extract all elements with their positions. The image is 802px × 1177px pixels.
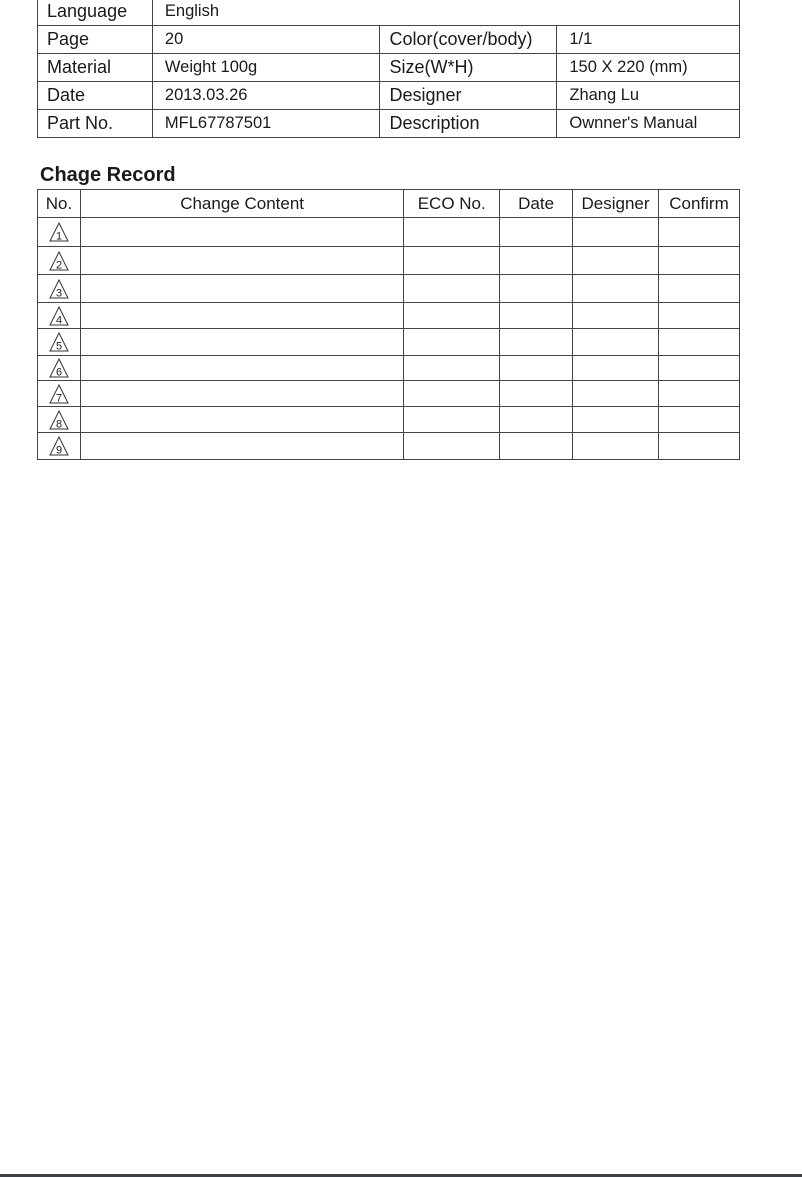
table-row [38, 26, 740, 54]
empty-cell [659, 303, 740, 329]
partno-label: Part No. [38, 110, 153, 138]
revision-triangle-icon [49, 251, 69, 271]
date-label: Date [38, 82, 153, 110]
material-value: Weight 100g [152, 54, 380, 82]
description-value: Ownner's Manual [557, 110, 740, 138]
header-change-content: Change Content [80, 190, 403, 218]
change-record-title: Chage Record [40, 164, 176, 186]
table-row [38, 247, 740, 275]
designer-label: Designer [380, 82, 557, 110]
empty-cell [573, 407, 659, 433]
page-value: 20 [152, 26, 380, 54]
empty-cell [659, 329, 740, 356]
empty-cell [659, 433, 740, 460]
revision-cell [38, 329, 81, 356]
table-row [38, 303, 740, 329]
empty-cell [404, 303, 500, 329]
revision-triangle-icon [49, 306, 69, 326]
revision-number: 1 [55, 230, 63, 242]
revision-number: 6 [55, 366, 63, 378]
table-row [38, 356, 740, 381]
revision-cell [38, 433, 81, 460]
size-label: Size(W*H) [380, 54, 557, 82]
revision-cell [38, 407, 81, 433]
empty-cell [404, 275, 500, 303]
color-label: Color(cover/body) [380, 26, 557, 54]
empty-cell [500, 381, 573, 407]
page-label: Page [38, 26, 153, 54]
empty-cell [500, 303, 573, 329]
spec-table [37, 0, 740, 138]
header-eco-no: ECO No. [404, 190, 500, 218]
empty-cell [573, 218, 659, 247]
header-confirm: Confirm [659, 190, 740, 218]
empty-cell [659, 381, 740, 407]
revision-number: 3 [55, 287, 63, 299]
empty-cell [500, 407, 573, 433]
header-row [38, 190, 740, 218]
date-value: 2013.03.26 [152, 82, 380, 110]
empty-cell [404, 356, 500, 381]
table-row [38, 433, 740, 460]
empty-cell [659, 407, 740, 433]
revision-triangle-icon [49, 358, 69, 378]
revision-cell [38, 303, 81, 329]
material-label: Material [38, 54, 153, 82]
language-value: English [152, 0, 739, 26]
color-value: 1/1 [557, 26, 740, 54]
empty-cell [659, 218, 740, 247]
empty-cell [573, 433, 659, 460]
empty-cell [659, 356, 740, 381]
revision-cell [38, 275, 81, 303]
designer-value: Zhang Lu [557, 82, 740, 110]
empty-cell [80, 356, 403, 381]
table-row [38, 54, 740, 82]
empty-cell [500, 329, 573, 356]
table-row [38, 407, 740, 433]
empty-cell [659, 275, 740, 303]
revision-number: 8 [55, 418, 63, 430]
revision-cell [38, 356, 81, 381]
header-date: Date [500, 190, 573, 218]
revision-number: 5 [55, 340, 63, 352]
revision-number: 4 [55, 314, 63, 326]
empty-cell [573, 356, 659, 381]
empty-cell [80, 407, 403, 433]
empty-cell [80, 275, 403, 303]
revision-number: 7 [55, 392, 63, 404]
empty-cell [404, 218, 500, 247]
empty-cell [80, 303, 403, 329]
language-label: Language [38, 0, 153, 26]
empty-cell [80, 433, 403, 460]
empty-cell [404, 433, 500, 460]
partno-value: MFL67787501 [152, 110, 380, 138]
table-row [38, 82, 740, 110]
empty-cell [80, 381, 403, 407]
header-no: No. [38, 190, 81, 218]
revision-cell [38, 218, 81, 247]
description-label: Description [380, 110, 557, 138]
change-record-table [37, 189, 740, 460]
table-row [38, 329, 740, 356]
empty-cell [500, 275, 573, 303]
table-row [38, 275, 740, 303]
revision-number: 9 [55, 444, 63, 456]
empty-cell [404, 381, 500, 407]
empty-cell [80, 329, 403, 356]
empty-cell [80, 218, 403, 247]
revision-triangle-icon [49, 222, 69, 242]
table-row [38, 0, 740, 26]
empty-cell [573, 329, 659, 356]
empty-cell [404, 329, 500, 356]
revision-number: 2 [55, 259, 63, 271]
table-row [38, 110, 740, 138]
table-row [38, 381, 740, 407]
empty-cell [80, 247, 403, 275]
empty-cell [573, 247, 659, 275]
revision-triangle-icon [49, 410, 69, 430]
header-designer: Designer [573, 190, 659, 218]
empty-cell [500, 247, 573, 275]
table-row [38, 218, 740, 247]
empty-cell [500, 433, 573, 460]
revision-triangle-icon [49, 384, 69, 404]
empty-cell [573, 303, 659, 329]
revision-cell [38, 381, 81, 407]
empty-cell [404, 247, 500, 275]
revision-cell [38, 247, 81, 275]
empty-cell [573, 381, 659, 407]
empty-cell [659, 247, 740, 275]
empty-cell [573, 275, 659, 303]
size-value: 150 X 220 (mm) [557, 54, 740, 82]
revision-triangle-icon [49, 279, 69, 299]
empty-cell [404, 407, 500, 433]
empty-cell [500, 356, 573, 381]
revision-triangle-icon [49, 436, 69, 456]
revision-triangle-icon [49, 332, 69, 352]
empty-cell [500, 218, 573, 247]
